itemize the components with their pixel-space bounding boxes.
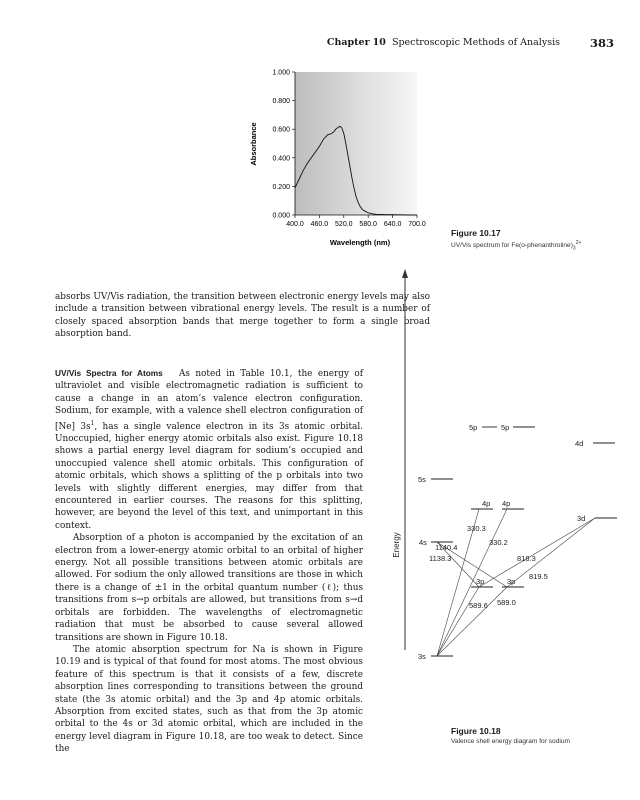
y-tick-label: 1.000	[272, 69, 290, 77]
figure-17-text: UV/Vis spectrum for $Fe(o-phenanthroline)_3^{2+}$	[451, 240, 582, 252]
y-tick-label: 0.200	[272, 183, 290, 191]
running-header	[0, 37, 640, 53]
intro-paragraph: absorbs UV/Vis radiation, the transition between electronic energy levels may also include a transition between vibrational energy levels. The result is a number of closely spaced absorption bands that merge together to form a single broad absorption band.	[55, 292, 430, 340]
figure-18-label: Figure 10.18	[451, 726, 501, 736]
section-paragraph-2: Absorption of a photon is accompanied by the excitation of an electron from a lower-energy atomic orbital to an orbital of higher energy. Not all possible transitions between atomic orbitals are allowed. For sodium the only allowed transitions are those in which there is a change of ±1 in the orbital quantum number (ℓ); thus transitions from s→p orbitals are allowed, but transitions from s→d orbitals are forbidden. The wavelengths of electromagnetic radiation that must be absorbed to cause several allowed transitions are shown in Figure 10.18.	[55, 533, 363, 643]
figure-18-text: Valence shell energy diagram for sodium	[451, 738, 570, 745]
label-3p-b: 3p	[507, 577, 516, 586]
section-paragraph-3: The atomic absorption spectrum for Na is shown in Figure 10.19 and is typical of that found for most atoms. The most obvious feature of this spectrum is that it consists of a few, discrete absorption lines corresponding to transitions between the ground state (the 3s atomic orbital) and the 3p and 4p atomic orbitals. Absorption from excited states, such as that from the 3p atomic orbital to the 4s or 3d atomic orbital, which are included in the energy level diagram in Figure 10.18, are too weak to detect. Since the	[55, 644, 363, 755]
label-3s: 3s	[418, 652, 426, 661]
figure-17-label: Figure 10.17	[451, 228, 501, 238]
label-5p-a: 5p	[469, 423, 478, 432]
y-tick-label: 0.000	[272, 212, 290, 220]
section-body	[55, 367, 363, 756]
x-tick-label: 580.0	[359, 221, 377, 228]
wavelength-589-6: 589.6	[469, 601, 488, 610]
wavelength-819-5: 819.5	[529, 572, 548, 581]
figure-17-caption	[451, 228, 581, 252]
wavelength-330-3: 330.3	[467, 524, 486, 533]
label-5p-b: 5p	[501, 423, 510, 432]
section-run-in-head: UV/Vis Spectra for Atoms	[55, 368, 163, 378]
section-paragraph-1: UV/Vis Spectra for Atoms As noted in Table 10.1, the energy of ultraviolet and visible electromagnetic radiation is sufficient to cause a change in an atom’s valence electron configuration. Sodium, for example, with a valence shell electron configuration of [Ne] $3s^1$, has a single valence electron in its 3s atomic orbital. Unoccupied, higher energy atomic orbitals also exist. Figure 10.18 shows a partial energy level diagram for sodium’s occupied and unoccupied valence shell atomic orbitals. This configuration of atomic orbitals, which shows a splitting of the p orbitals into two levels with slightly different energies, may differ from that encountered in earlier courses. The reasons for this splitting, however, are beyond the level of this text, and unimportant in this context.	[55, 368, 364, 531]
x-axis-label: Wavelength (nm)	[329, 238, 391, 247]
label-4p-a: 4p	[482, 499, 491, 508]
energy-axis-arrowhead	[402, 269, 408, 278]
wavelength-1138-3: 1138.3	[429, 554, 452, 563]
transition-819-5	[507, 518, 595, 587]
label-4d: 4d	[575, 439, 584, 448]
y-tick-label: 0.600	[272, 126, 290, 134]
sodium-energy-diagram	[385, 265, 625, 675]
wavelength-589-0: 589.0	[497, 598, 516, 607]
wavelength-1140-4: 1140.4	[435, 543, 458, 552]
uv-vis-spectrum-chart	[240, 62, 440, 257]
label-3p-a: 3p	[476, 577, 485, 586]
plot-area	[295, 72, 417, 215]
x-tick-label: 460.0	[310, 221, 329, 228]
figure-18-caption	[451, 726, 570, 745]
chapter-heading: Chapter 10 Spectroscopic Methods of Analysis	[326, 37, 560, 48]
transition-589-6	[437, 587, 479, 656]
y-tick-label: 0.400	[272, 155, 290, 163]
label-5s: 5s	[418, 475, 426, 484]
y-axis-label: Absorbance	[249, 122, 258, 166]
y-tick-label: 0.800	[272, 98, 290, 106]
wavelength-330-2: 330.2	[489, 538, 508, 547]
x-tick-label: 400.0	[286, 221, 304, 228]
transition-lines	[437, 509, 595, 656]
label-3d: 3d	[577, 514, 586, 523]
x-axis-ticks	[286, 215, 426, 228]
x-tick-label: 640.0	[383, 221, 402, 228]
energy-axis-label: Energy	[392, 532, 401, 558]
label-4s: 4s	[419, 538, 427, 547]
x-tick-label: 520.0	[335, 221, 353, 228]
x-tick-label: 700.0	[408, 221, 426, 228]
page-number: 383	[589, 36, 614, 50]
label-4p-b: 4p	[502, 499, 511, 508]
wavelength-818-3: 818.3	[517, 554, 536, 563]
y-axis-ticks	[272, 70, 295, 220]
